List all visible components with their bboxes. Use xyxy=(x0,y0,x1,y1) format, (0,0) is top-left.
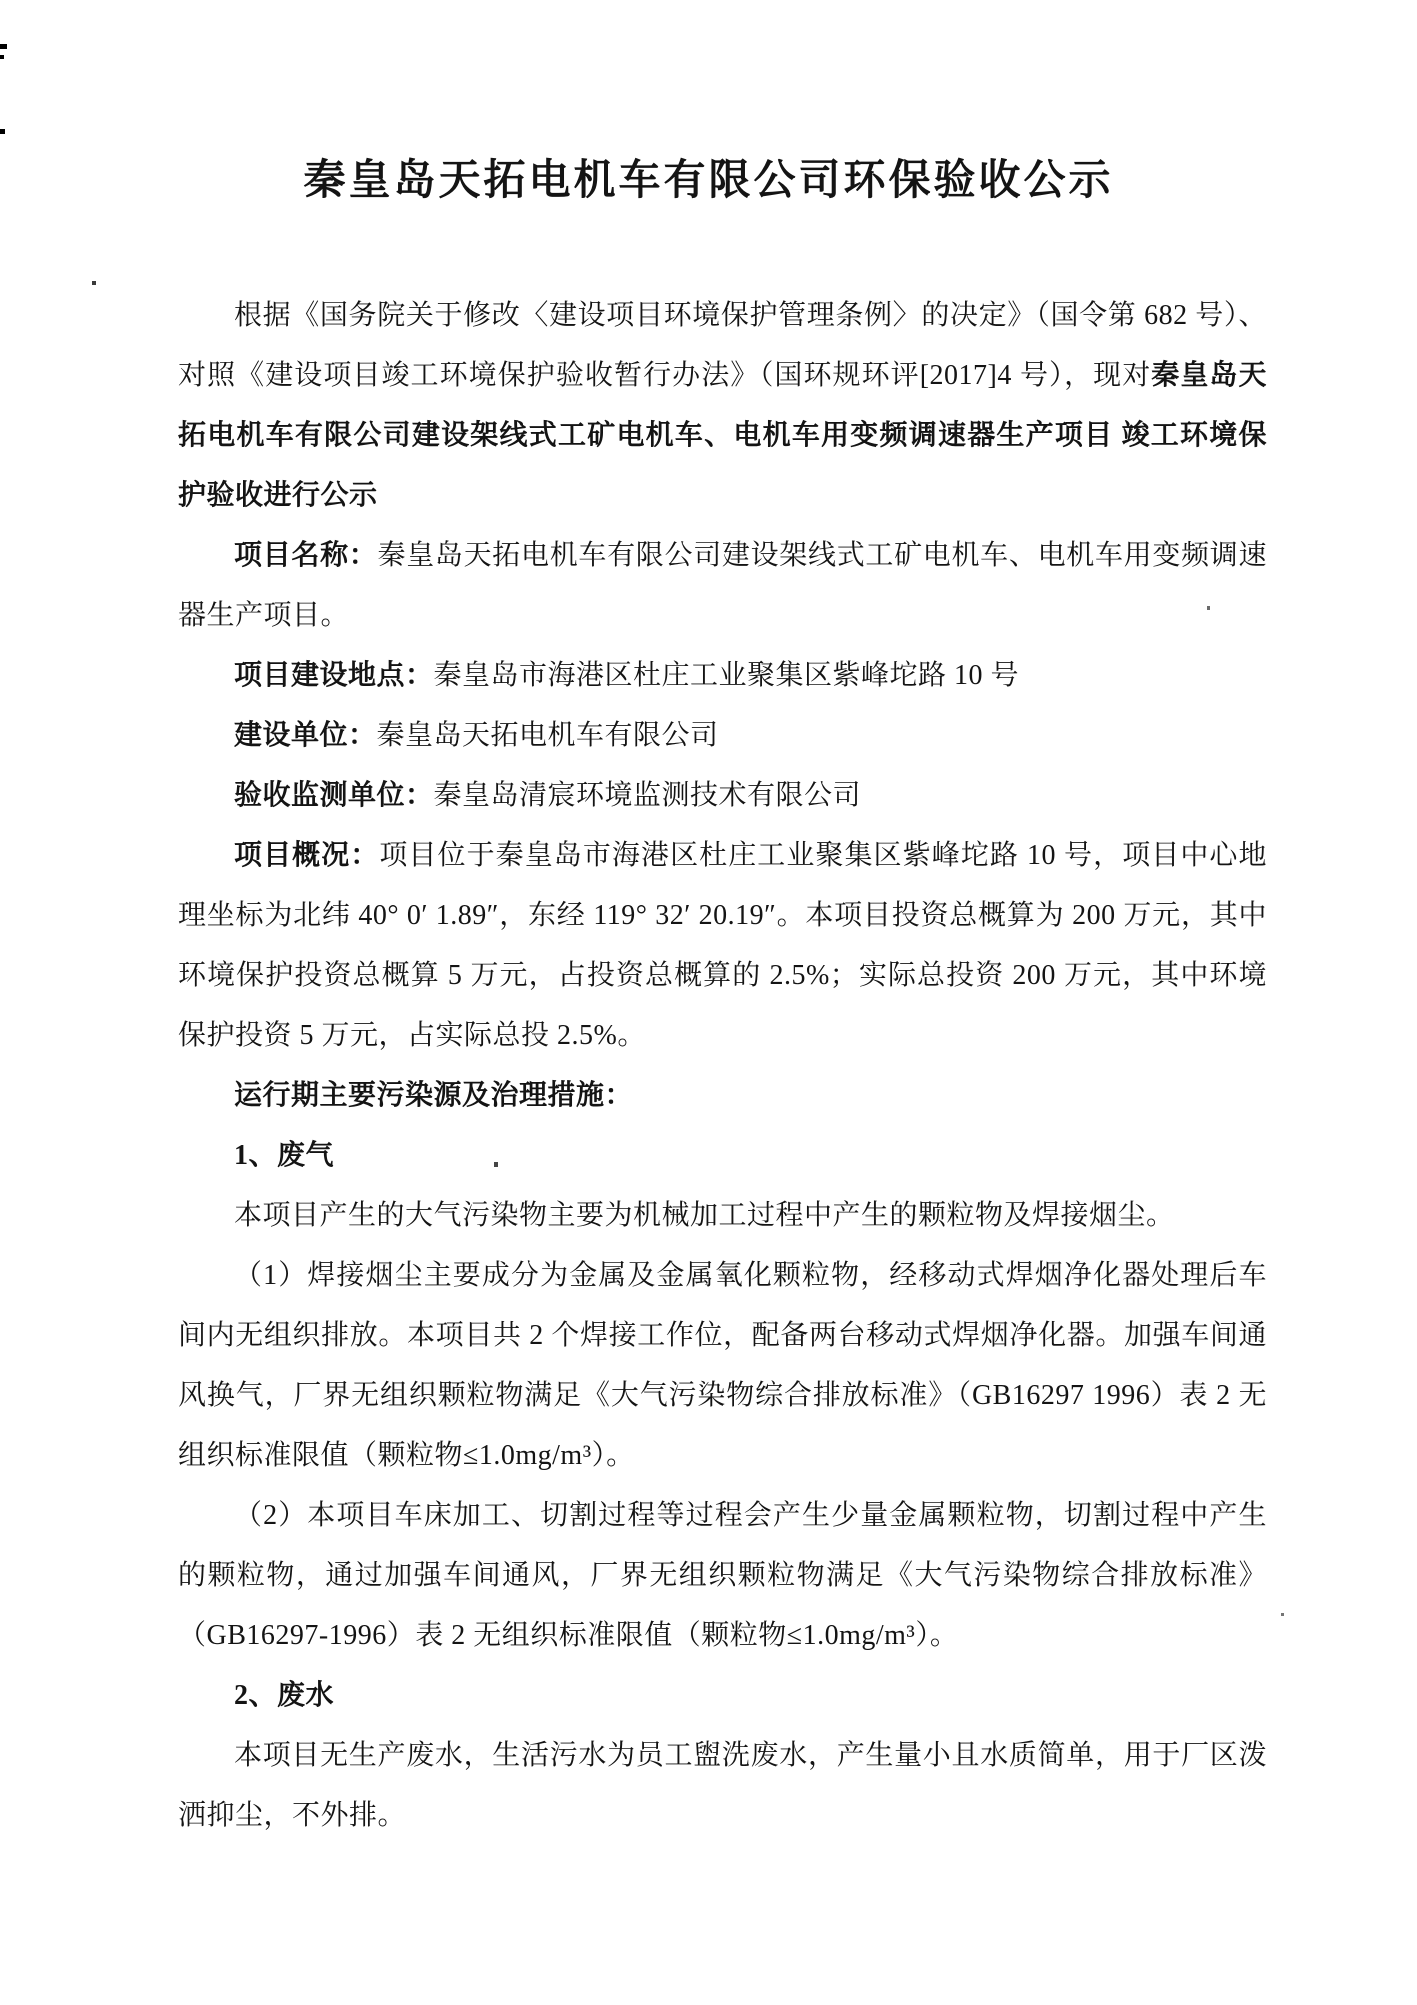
text-run: 秦皇岛天拓电机车有限公司建设架线式工矿电机车、电机车用变频调速器生产项目。 xyxy=(178,540,1267,631)
scan-artifact xyxy=(0,44,7,49)
text-run-bold: 项目名称： xyxy=(234,540,378,571)
paragraph-13 xyxy=(178,1726,1267,1846)
text-run-bold: 项目概况： xyxy=(234,840,380,871)
scan-artifact xyxy=(92,281,96,285)
text-run: 本项目产生的大气污染物主要为机械加工过程中产生的颗粒物及焊接烟尘。 xyxy=(234,1200,1175,1231)
paragraph-10 xyxy=(178,1246,1267,1486)
text-run: （2）本项目车床加工、切割过程等过程会产生少量金属颗粒物，切割过程中产生的颗粒物，通过加强车间通风，厂界无组织颗粒物满足《大气污染物综合排放标准》（GB16297-1996）表 2 无组织标准限值（颗粒物≤1.0mg/m³）。 xyxy=(178,1500,1267,1651)
text-run-bold: 项目建设地点： xyxy=(234,660,434,691)
page-title: 秦皇岛天拓电机车有限公司环保验收公示 xyxy=(303,158,1114,204)
text-run: 秦皇岛天拓电机车有限公司 xyxy=(376,720,719,751)
scan-artifact xyxy=(1281,1613,1284,1616)
paragraph-5 xyxy=(178,766,1267,826)
paragraph-7 xyxy=(178,1066,1267,1126)
paragraph-1 xyxy=(178,286,1267,526)
scan-artifact xyxy=(0,129,5,134)
paragraph-6 xyxy=(178,826,1267,1066)
document-body xyxy=(178,286,1267,1846)
text-run: 秦皇岛市海港区杜庄工业聚集区紫峰坨路 10 号 xyxy=(433,660,1020,691)
scan-artifact xyxy=(1207,606,1210,610)
scan-artifact xyxy=(0,55,4,59)
text-run: 项目位于秦皇岛市海港区杜庄工业聚集区紫峰坨路 10 号，项目中心地理坐标为北纬 40° 0′ 1.89″，东经 119° 32′ 20.19″。本项目投资总概算为 200 万元，其中环境保护投资总概算 5 万元，占投资总概算的 2.5%；实际总投资 200 万元，其中环境保护投资 5 万元，占实际总投 2.5%。 xyxy=(178,840,1267,1051)
text-run: 根据《国务院关于修改〈建设项目环境保护管理条例〉的决定》（国令第 682 号）、对照《建设项目竣工环境保护验收暂行办法》（国环规环评[2017]4 号），现对 xyxy=(178,300,1267,391)
paragraph-12 xyxy=(178,1666,1267,1726)
text-run-bold: 1、废气 xyxy=(234,1140,335,1171)
paragraph-3 xyxy=(178,646,1267,706)
paragraph-9 xyxy=(178,1186,1267,1246)
paragraph-4 xyxy=(178,706,1267,766)
text-run: 本项目无生产废水，生活污水为员工盥洗废水，产生量小且水质简单，用于厂区泼洒抑尘，不外排。 xyxy=(178,1740,1267,1831)
paragraph-2 xyxy=(178,526,1267,646)
text-run-bold: 验收监测单位： xyxy=(234,780,434,811)
paragraph-11 xyxy=(178,1486,1267,1666)
text-run: 秦皇岛清宸环境监测技术有限公司 xyxy=(433,780,862,811)
text-run-bold: 2、废水 xyxy=(234,1680,335,1711)
scan-artifact xyxy=(494,1162,498,1167)
text-run: （1）焊接烟尘主要成分为金属及金属氧化颗粒物，经移动式焊烟净化器处理后车间内无组织排放。本项目共 2 个焊接工作位，配备两台移动式焊烟净化器。加强车间通风换气，厂界无组织颗粒物满足《大气污染物综合排放标准》（GB16297 1996）表 2 无组织标准限值（颗粒物≤1.0mg/m³）。 xyxy=(178,1260,1267,1471)
text-run-bold: 运行期主要污染源及治理措施： xyxy=(234,1080,634,1111)
paragraph-8 xyxy=(178,1126,1267,1186)
text-run-bold: 秦皇岛天拓电机车有限公司建设架线式工矿电机车、电机车用变频调速器生产项目 竣工环境保护验收进行公示 xyxy=(178,360,1267,511)
text-run-bold: 建设单位： xyxy=(234,720,377,751)
